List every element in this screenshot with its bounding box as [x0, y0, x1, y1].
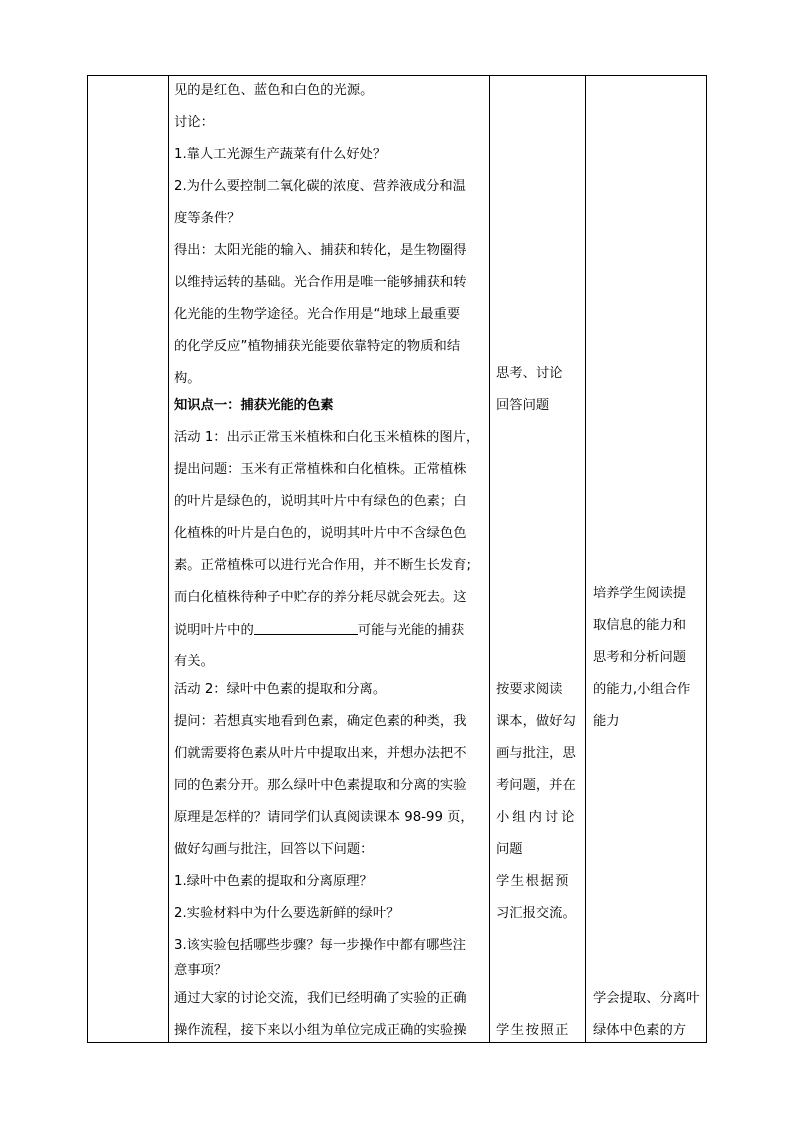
activity-line: 而白化植株待种子中贮存的养分耗尽就会死去。这	[174, 590, 467, 605]
student-activity-line: 思考、讨论	[496, 366, 563, 381]
question-line: 做好勾画与批注，回答以下问题：	[174, 842, 374, 857]
teaching-content-column	[174, 76, 484, 1042]
fill-in-blank	[254, 620, 358, 635]
content-line: 见的是红色、蓝色和白色的光源。	[174, 83, 374, 98]
question-line: 原理是怎样的？请同学们认真阅读课本 98-99 页，	[174, 810, 474, 825]
question-line: 提问：若想真实地看到色素，确定色素的种类，我	[174, 714, 467, 729]
design-intent-line: 绿体中色素的方	[593, 1023, 687, 1038]
question-line: 同的色素分开。那么绿叶中色素提取和分离的实验	[174, 778, 467, 793]
student-activity-line: 学生根据预	[496, 874, 570, 889]
student-activity-line: 按要求阅读	[496, 682, 563, 697]
discussion-question: 度等条件？	[174, 211, 241, 226]
activity-title: 活动 2：绿叶中色素的提取和分离。	[174, 682, 387, 697]
activity-line: 的叶片是绿色的，说明其叶片中有绿色的色素；白	[174, 494, 467, 509]
content-line: 操作流程，接下来以小组为单位完成正确的实验操	[174, 1023, 467, 1038]
discussion-label: 讨论：	[174, 115, 214, 130]
discussion-question: 1.靠人工光源生产蔬菜有什么好处？	[174, 147, 387, 162]
conclusion-line: 的化学反应”植物捕获光能要依靠特定的物质和结	[174, 339, 461, 354]
question-line: 们就需要将色素从叶片中提取出来，并想办法把不	[174, 746, 467, 761]
conclusion-line: 得出：太阳光能的输入、捕获和转化，是生物圈得	[174, 243, 467, 258]
design-intent-column	[593, 76, 705, 1042]
question-item: 意事项？	[174, 963, 228, 978]
design-intent-line: 思考和分析问题	[593, 650, 687, 665]
fill-in-suffix: 可能与光能的捕获	[357, 623, 465, 638]
design-intent-line: 学会提取、分离叶	[593, 991, 700, 1006]
student-activity-line: 习汇报交流。	[496, 906, 576, 921]
discussion-question: 2.为什么要控制二氧化碳的浓度、营养液成分和温	[174, 179, 466, 194]
lesson-plan-table	[87, 75, 707, 1043]
design-intent-line: 的能力,小组合作	[593, 682, 691, 697]
activity-line: 化植株的叶片是白色的，说明其叶片中不含绿色色	[174, 526, 467, 541]
conclusion-line: 构。	[174, 371, 201, 386]
column-divider	[168, 76, 169, 1042]
knowledge-point-heading: 知识点一：捕获光能的色素	[174, 398, 334, 413]
student-activity-line: 画与批注，思	[496, 746, 576, 761]
design-intent-line: 能力	[593, 714, 620, 729]
fill-in-line	[174, 620, 464, 640]
column-divider	[585, 76, 586, 1042]
student-activity-line: 回答问题	[496, 398, 550, 413]
conclusion-line: 以维持运转的基础。光合作用是唯一能够捕获和转	[174, 275, 467, 290]
design-intent-line: 培养学生阅读提	[593, 586, 687, 601]
activity-line: 素。正常植株可以进行光合作用，并不断生长发育;	[174, 558, 472, 573]
activity-line: 活动 1：出示正常玉米植株和白化玉米植株的图片，	[174, 430, 480, 445]
fill-in-prefix: 说明叶片中的	[174, 623, 254, 638]
conclusion-line: 化光能的生物学途径。光合作用是“地球上最重要	[174, 307, 461, 322]
student-activity-line: 学生按照正	[496, 1023, 570, 1038]
student-activity-column	[496, 76, 580, 1042]
activity-line: 有关。	[174, 654, 214, 669]
student-activity-line: 小组内讨论	[496, 810, 578, 825]
column-divider	[489, 76, 490, 1042]
student-activity-line: 课本，做好勾	[496, 714, 576, 729]
question-item: 2.实验材料中为什么要选新鲜的绿叶？	[174, 906, 400, 921]
question-item: 1.绿叶中色素的提取和分离原理？	[174, 874, 373, 889]
design-intent-line: 取信息的能力和	[593, 618, 687, 633]
student-activity-line: 考问题，并在	[496, 778, 576, 793]
student-activity-line: 问题	[496, 842, 523, 857]
question-item: 3.该实验包括哪些步骤？每一步操作中都有哪些注	[174, 938, 466, 953]
content-line: 通过大家的讨论交流，我们已经明确了实验的正确	[174, 991, 467, 1006]
activity-line: 提出问题：玉米有正常植株和白化植株。正常植株	[174, 462, 467, 477]
